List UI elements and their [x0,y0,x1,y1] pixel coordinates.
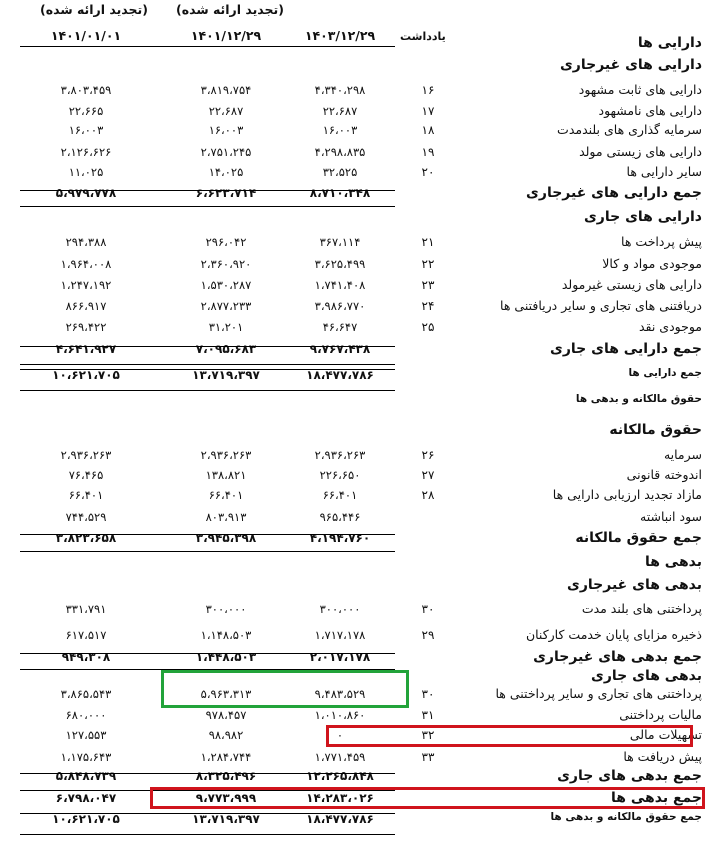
row-value-v3: ۱،۹۶۴،۰۰۸ [60,257,112,271]
row-value-v2: ۷،۰۹۵،۶۸۳ [195,342,257,356]
col-date-3: ۱۴۰۱/۰۱/۰۱ [50,28,122,43]
row-note: ۲۷ [421,468,435,482]
row-note: ۳۰ [421,687,435,701]
row-label: مالیات پرداختنی [619,707,702,722]
row-label: موجودی نقد [638,319,702,334]
row-label: تسهیلات مالی [629,727,702,742]
row-note: ۱۸ [421,123,435,137]
subtotal-rule [20,834,395,835]
row-value-v3: ۱،۲۴۷،۱۹۲ [60,278,112,292]
row-value-v3: ۲۶۹،۴۲۲ [65,320,107,334]
row-label: دارایی های زیستی مولد [579,144,702,159]
row-value-v2: ۱،۲۸۴،۷۴۴ [200,750,252,764]
row-value-v3: ۳،۸۰۳،۴۵۹ [60,83,112,97]
subtotal-rule [20,206,395,207]
row-value-v1: ۳۶۷،۱۱۴ [319,235,361,249]
row-value-v2: ۳۰۰،۰۰۰ [205,602,247,616]
row-value-v2: ۶،۶۲۳،۷۱۴ [195,186,257,200]
row-note: ۳۰ [421,602,435,616]
row-value-v3: ۲۲،۶۶۵ [68,104,104,118]
row-value-v2: ۲،۸۷۷،۲۳۳ [200,299,252,313]
row-value-v2: ۲،۹۳۶،۲۶۳ [200,448,252,462]
row-value-v2: ۲،۷۵۱،۲۴۵ [200,145,252,159]
row-label: ذخیره مزایای پایان خدمت کارکنان [525,627,702,642]
row-value-v2: ۹۷۸،۴۵۷ [205,708,247,722]
row-label: جمع حقوق مالکانه [575,530,702,546]
row-value-v1: ۲،۰۱۷،۱۷۸ [309,650,371,664]
row-label: جمع بدهی های غیرجاری [533,649,702,665]
row-value-v3: ۳۳۱،۷۹۱ [65,602,107,616]
row-note: ۳۲ [421,728,435,742]
row-label: مازاد تجدید ارزیابی دارایی ها [552,487,702,502]
row-value-v1: ۱۶،۰۰۳ [322,123,358,137]
row-value-v3: ۷۴۴،۵۲۹ [65,510,107,524]
row-label: بدهی های غیرجاری [567,577,702,593]
row-value-v1: ۴۶،۶۴۷ [322,320,358,334]
row-label: جمع دارایی های جاری [550,341,702,357]
red-highlight-box-loans [326,725,693,747]
row-label: حقوق مالکانه و بدهی ها [575,393,702,405]
row-value-v3: ۳،۸۲۳،۶۵۸ [55,531,117,545]
row-value-v1: ۹۶۵،۴۴۶ [319,510,361,524]
row-value-v1: ۳۰۰،۰۰۰ [319,602,361,616]
row-value-v3: ۵،۹۷۹،۷۷۸ [55,186,117,200]
row-value-v2: ۱۳،۷۱۹،۳۹۷ [192,368,260,382]
row-label: دارایی های ثابت مشهود [578,82,702,97]
row-value-v1: ۱،۰۱۰،۸۶۰ [314,708,366,722]
col-date-2: ۱۴۰۱/۱۲/۲۹ [190,28,262,43]
row-label: سود انباشته [640,509,702,524]
restated-header-1: (تجدید ارائه شده) [40,2,148,17]
row-value-v1: ۲۲،۶۸۷ [322,104,358,118]
row-note: ۱۹ [421,145,435,159]
row-value-v3: ۲،۹۳۶،۲۶۳ [60,448,112,462]
row-value-v2: ۳،۸۱۹،۷۵۴ [200,83,252,97]
row-label: دارایی های غیرجاری [559,57,702,73]
row-value-v1: ۹،۷۶۷،۴۳۸ [309,342,371,356]
row-label: پیش پرداخت ها [621,234,702,249]
row-note: ۳۳ [421,750,435,764]
row-value-v2: ۹۸،۹۸۲ [208,728,244,742]
row-value-v3: ۵،۸۴۸،۷۳۹ [55,769,117,783]
row-value-v2: ۱۳،۷۱۹،۳۹۷ [192,812,260,826]
row-value-v2: ۱،۵۳۰،۲۸۷ [200,278,252,292]
row-value-v1: ۱۲،۲۶۵،۸۴۸ [306,769,374,783]
green-highlight-box [161,670,409,708]
row-value-v1: ۰ [336,728,344,742]
subtotal-rule [20,390,395,391]
row-label: جمع دارایی ها [628,367,702,379]
row-value-v2: ۸،۳۲۵،۴۹۶ [195,769,257,783]
row-value-v3: ۷۶،۴۶۵ [68,468,104,482]
header-rule [20,46,395,47]
row-value-v1: ۱۸،۴۷۷،۷۸۶ [306,812,374,826]
row-label: بدهی ها [644,554,702,570]
row-value-v3: ۴،۶۴۱،۹۲۷ [55,342,117,356]
row-value-v2: ۲۹۶،۰۴۲ [205,235,247,249]
row-label: پیش دریافت ها [623,749,702,764]
row-value-v2: ۵،۹۶۳،۳۱۳ [200,687,252,701]
row-value-v2: ۱۴،۰۲۵ [208,165,244,179]
row-label: موجودی مواد و کالا [602,256,702,271]
row-value-v1: ۲۲۶،۶۵۰ [319,468,361,482]
subtotal-rule [20,534,395,535]
row-label: دریافتنی های تجاری و سایر دریافتنی ها [500,298,702,313]
subtotal-rule [20,190,395,191]
row-value-v1: ۳،۶۲۵،۴۹۹ [314,257,366,271]
row-value-v2: ۲۲،۶۸۷ [208,104,244,118]
row-note: ۲۳ [421,278,435,292]
row-note: ۲۶ [421,448,435,462]
row-value-v2: ۱۳۸،۸۲۱ [205,468,247,482]
row-value-v3: ۱۰،۶۲۱،۷۰۵ [52,368,120,382]
row-note: ۲۵ [421,320,435,334]
red-highlight-box-total-liabilities [150,787,705,809]
row-value-v1: ۱،۷۷۱،۴۵۹ [314,750,366,764]
row-value-v2: ۳،۹۴۵،۳۹۸ [195,531,257,545]
row-label: حقوق مالکانه [609,422,702,438]
row-value-v3: ۲،۱۲۶،۶۲۶ [60,145,112,159]
subtotal-rule [20,369,395,370]
row-label: دارایی های زیستی غیرمولد [561,277,702,292]
row-value-v1: ۳،۹۸۶،۷۷۰ [314,299,366,313]
row-value-v1: ۴،۳۴۰،۲۹۸ [314,83,366,97]
row-value-v3: ۶۱۷،۵۱۷ [65,628,107,642]
row-value-v2: ۱،۴۴۸،۵۰۳ [195,650,257,664]
row-value-v3: ۱۶،۰۰۳ [68,123,104,137]
row-value-v1: ۱،۷۴۱،۴۰۸ [314,278,366,292]
row-note: ۲۱ [421,235,435,249]
row-note: ۳۱ [421,708,435,722]
subtotal-rule [20,346,395,347]
subtotal-rule [20,364,395,365]
row-label: بدهی های جاری [591,668,702,684]
row-note: ۲۴ [421,299,435,313]
row-label: دارایی های جاری [583,209,702,225]
row-note: ۲۲ [421,257,435,271]
row-value-v2: ۱۶،۰۰۳ [208,123,244,137]
row-value-v2: ۱،۱۴۸،۵۰۳ [200,628,252,642]
row-value-v3: ۶۸۰،۰۰۰ [65,708,107,722]
subtotal-rule [20,813,395,814]
subtotal-rule [20,773,395,774]
row-value-v1: ۹،۴۸۳،۵۲۹ [314,687,366,701]
row-value-v1: ۸،۷۱۰،۳۴۸ [309,186,371,200]
row-value-v1: ۶۶،۴۰۱ [322,488,358,502]
row-label: سرمایه گذاری های بلندمدت [557,122,702,137]
col-date-1: ۱۴۰۳/۱۲/۲۹ [304,28,376,43]
row-value-v1: ۱۴،۲۸۳،۰۲۶ [306,791,374,805]
row-value-v3: ۶۶،۴۰۱ [68,488,104,502]
row-label: سایر دارایی ها [626,164,702,179]
row-note: ۲۸ [421,488,435,502]
row-note: ۲۹ [421,628,435,642]
row-label: جمع دارایی های غیرجاری [526,185,702,201]
row-value-v2: ۸۰۳،۹۱۳ [205,510,247,524]
row-value-v3: ۱۱،۰۲۵ [68,165,104,179]
row-value-v2: ۲،۳۶۰،۹۲۰ [200,257,252,271]
row-label: سرمایه [663,447,702,462]
row-label: جمع بدهی های جاری [557,768,702,784]
row-value-v3: ۶،۷۹۸،۰۴۷ [55,791,117,805]
note-column-header: یادداشت [400,30,446,43]
row-value-v1: ۱۸،۴۷۷،۷۸۶ [306,368,374,382]
row-note: ۱۷ [421,104,435,118]
row-label: دارایی ها [637,35,702,51]
row-value-v3: ۲۹۴،۳۸۸ [65,235,107,249]
row-value-v2: ۶۶،۴۰۱ [208,488,244,502]
row-value-v1: ۳۲،۵۲۵ [322,165,358,179]
subtotal-rule [20,653,395,654]
row-value-v1: ۴،۱۹۴،۷۶۰ [309,531,371,545]
row-value-v2: ۳۱،۲۰۱ [208,320,244,334]
row-value-v3: ۱،۱۷۵،۶۴۳ [60,750,112,764]
row-value-v1: ۴،۲۹۸،۸۳۵ [314,145,366,159]
row-value-v3: ۳،۸۶۵،۵۴۳ [60,687,112,701]
row-value-v1: ۲،۹۳۶،۲۶۳ [314,448,366,462]
subtotal-rule [20,551,395,552]
row-value-v2: ۹،۷۷۳،۹۹۹ [195,791,257,805]
row-value-v3: ۹۴۹،۳۰۸ [61,650,111,664]
row-label: جمع بدهی ها [611,790,702,806]
row-label: جمع حقوق مالکانه و بدهی ها [550,811,702,823]
row-label: دارایی های نامشهود [598,103,702,118]
restated-header-2: (تجدید ارائه شده) [176,2,284,17]
row-label: پرداختنی های بلند مدت [581,601,702,616]
row-note: ۲۰ [421,165,435,179]
row-note: ۱۶ [421,83,435,97]
row-value-v3: ۱۲۷،۵۵۳ [65,728,107,742]
row-value-v3: ۱۰،۶۲۱،۷۰۵ [52,812,120,826]
row-value-v1: ۱،۷۱۷،۱۷۸ [314,628,366,642]
row-label: اندوخته قانونی [626,467,702,482]
row-label: پرداختنی های تجاری و سایر پرداختنی ها [495,686,702,701]
row-value-v3: ۸۶۶،۹۱۷ [65,299,107,313]
